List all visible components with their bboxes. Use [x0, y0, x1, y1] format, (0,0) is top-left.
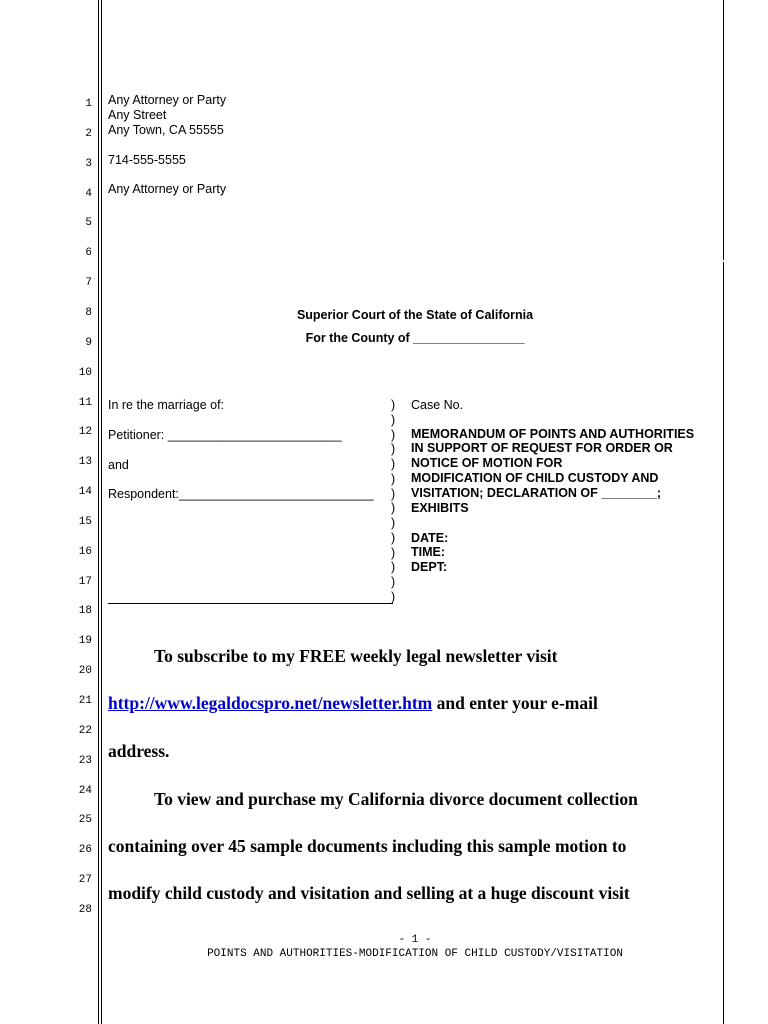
attorney-city: Any Town, CA 55555: [108, 123, 224, 137]
court-name: Superior Court of the State of California: [296, 308, 534, 322]
attorney-phone: 714-555-5555: [108, 153, 186, 167]
left-margin-rule-outer: [98, 0, 99, 1024]
paragraph-1-line-2-rest: and enter your e-mail: [432, 693, 598, 713]
line-number: 12: [78, 426, 92, 439]
paragraph-2-line-1: To view and purchase my California divorce document collection: [154, 789, 638, 809]
caption-paren: ): [391, 560, 396, 575]
hearing-time-label: TIME:: [411, 545, 446, 559]
line-number: 15: [78, 515, 92, 528]
paragraph-1-line-2: [108, 693, 598, 713]
line-number: 19: [78, 635, 92, 648]
line-number: 1: [85, 98, 92, 110]
line-number: 26: [78, 844, 92, 857]
line-number: 17: [78, 575, 92, 588]
caption-paren: ): [391, 501, 396, 516]
caption-paren: ): [391, 427, 396, 442]
line-number: 9: [85, 336, 92, 349]
line-number: 27: [78, 874, 92, 887]
line-number: 24: [78, 784, 92, 797]
caption-paren: ): [391, 471, 396, 486]
line-number: 28: [78, 903, 92, 916]
caption-paren: ): [391, 575, 396, 589]
line-number: 22: [78, 724, 92, 737]
caption-paren: ): [391, 516, 396, 530]
line-number: 13: [78, 456, 92, 469]
left-margin-rule-inner: [101, 0, 102, 1024]
document-title-line-3: NOTICE OF MOTION FOR: [411, 456, 563, 470]
document-title-line-1: MEMORANDUM OF POINTS AND AUTHORITIES: [411, 427, 695, 441]
document-title-line-5: VISITATION; DECLARATION OF ________;: [411, 486, 662, 500]
line-number: 2: [85, 127, 92, 140]
line-number: 23: [78, 754, 92, 767]
newsletter-link[interactable]: http://www.legaldocspro.net/newsletter.htm: [108, 693, 433, 713]
right-margin-rule-lower: [723, 262, 724, 1024]
petitioner-line: Petitioner: _________________________: [108, 428, 342, 442]
attorney-street: Any Street: [108, 108, 167, 122]
in-re-marriage: In re the marriage of:: [108, 398, 225, 412]
attorney-for: Any Attorney or Party: [108, 182, 227, 196]
line-number: 3: [85, 157, 92, 170]
line-number: 18: [78, 605, 92, 618]
line-number: 10: [78, 366, 92, 379]
line-number: 11: [78, 396, 92, 409]
paragraph-2-line-3: modify child custody and visitation and selling at a huge discount visit: [108, 883, 630, 903]
caption-paren: ): [391, 398, 396, 412]
hearing-date-label: DATE:: [411, 531, 449, 545]
line-number: 5: [85, 217, 92, 230]
document-title-line-6: EXHIBITS: [411, 501, 469, 515]
paragraph-2-line-2: containing over 45 sample documents including this sample motion to: [108, 836, 627, 856]
and-text: and: [108, 458, 129, 472]
case-number-label: Case No.: [411, 398, 464, 412]
caption-paren: ): [391, 530, 396, 545]
document-title-line-2: IN SUPPORT OF REQUEST FOR ORDER OR: [411, 441, 673, 455]
hearing-dept-label: DEPT:: [411, 560, 448, 574]
line-number: 20: [78, 665, 92, 678]
paragraph-1-line-1: To subscribe to my FREE weekly legal newsletter visit: [154, 646, 558, 666]
line-number: 21: [78, 695, 92, 707]
right-margin-rule: [723, 0, 724, 260]
footer-title: POINTS AND AUTHORITIES-MODIFICATION OF CHILD CUSTODY/VISITATION: [207, 948, 623, 960]
caption-paren: ): [391, 486, 396, 501]
line-number: 16: [78, 545, 92, 558]
respondent-line: Respondent:____________________________: [108, 487, 374, 501]
line-number: 25: [78, 814, 92, 827]
document-title-line-4: MODIFICATION OF CHILD CUSTODY AND: [411, 471, 659, 485]
line-number: 14: [78, 486, 92, 499]
attorney-name: Any Attorney or Party: [108, 93, 227, 107]
caption-bottom-rule: [108, 603, 393, 604]
paragraph-1-line-3: address.: [108, 741, 170, 761]
line-number: 6: [85, 247, 92, 260]
caption-paren: ): [391, 589, 396, 604]
court-county: For the County of ________________: [305, 331, 525, 345]
line-number: 4: [85, 187, 92, 200]
caption-paren: ): [391, 457, 396, 471]
caption-paren: ): [391, 545, 396, 560]
line-number: 7: [85, 277, 92, 290]
caption-paren: ): [391, 412, 396, 427]
line-number: 8: [85, 306, 92, 319]
caption-paren: ): [391, 442, 396, 457]
footer-page-number: - 1 -: [398, 934, 432, 946]
